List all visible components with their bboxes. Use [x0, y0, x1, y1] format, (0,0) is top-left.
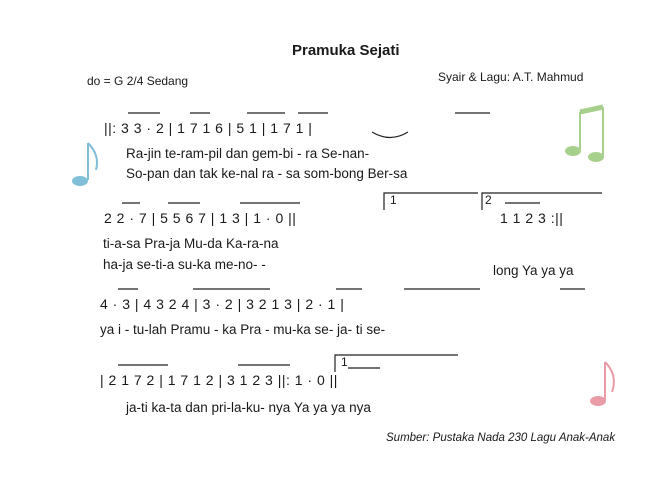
system3-notes: 4 · 3 | 4 3 2 4 | 3 · 2 | 3 2 1 3 | 2 · 1 | — [100, 296, 345, 312]
system2-lyrics2-b: long Ya ya ya — [493, 263, 574, 278]
system4-notes: | 2 1 7 2 | 1 7 1 2 | 3 1 2 3 ||: 1 · 0 || — [100, 372, 338, 388]
green-note-icon — [565, 107, 604, 162]
song-title: Pramuka Sejati — [292, 42, 400, 59]
credit: Syair & Lagu: A.T. Mahmud — [438, 70, 584, 84]
system2-volta1: 1 — [390, 193, 397, 207]
system1-lyrics2: So-pan dan tak ke-nal ra - sa som-bong Ber-sa — [126, 166, 408, 181]
pink-note-icon — [590, 362, 614, 406]
key-tempo: do = G 2/4 Sedang — [87, 74, 189, 88]
system2-volta2: 2 — [485, 193, 492, 207]
system2-notes-b: 1 1 2 3 :|| — [500, 210, 564, 226]
system1-lyrics1: Ra-jin te-ram-pil dan gem-bi - ra Se-nan- — [126, 146, 370, 161]
system1-notes: ||: 3 3 · 2 | 1 7 1 6 | 5 1 | 1 7 1 | — [104, 120, 313, 136]
system2-lyrics2: ha-ja se-ti-a su-ka me-no- - — [103, 257, 266, 272]
system2-lyrics1: ti-a-sa Pra-ja Mu-da Ka-ra-na — [103, 236, 279, 251]
system4-volta: 1 — [341, 355, 348, 369]
blue-note-icon — [72, 143, 97, 186]
system2-notes: 2 2 · 7 | 5 5 6 7 | 1 3 | 1 · 0 || — [104, 210, 297, 226]
system4-lyrics: ja-ti ka-ta dan pri-la-ku- nya Ya ya ya nya — [126, 400, 371, 415]
source-credit: Sumber: Pustaka Nada 230 Lagu Anak-Anak — [386, 432, 616, 444]
system3-lyrics: ya i - tu-lah Pramu - ka Pra - mu-ka se- ja- ti se- — [100, 322, 386, 337]
